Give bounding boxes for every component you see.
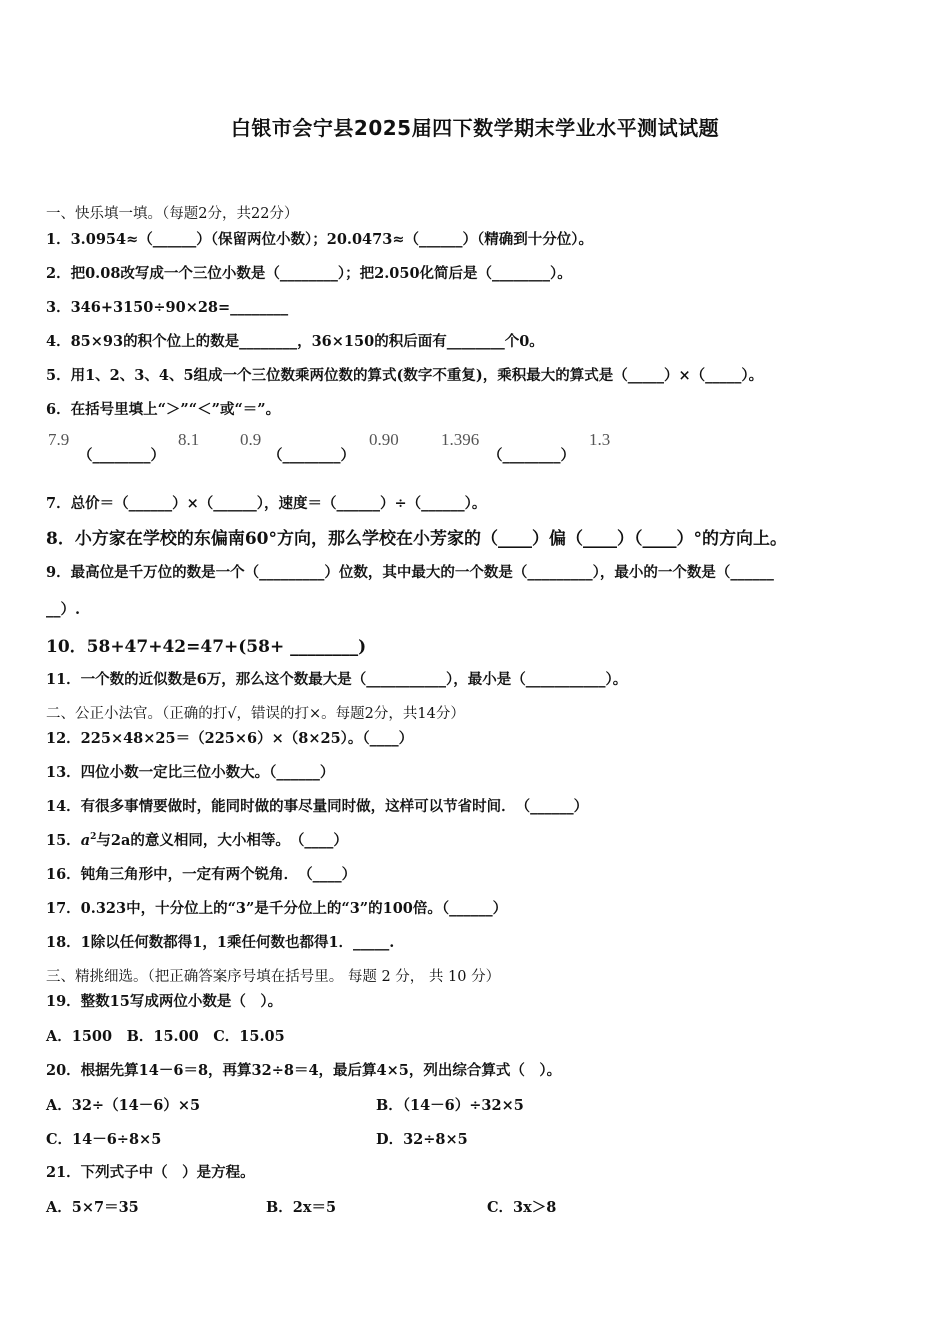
question-15-text: 与2a的意义相同，大小相等。 （____）: [96, 832, 348, 849]
section-heading-3: 三、精挑细选。（把正确答案序号填在括号里。 每题 2 分， 共 10 分）: [46, 969, 501, 985]
question-21-option-a: A．5×7＝35: [46, 1199, 139, 1216]
compare-blank-3[interactable]: （________）: [488, 447, 575, 464]
variable-a: a: [80, 832, 91, 849]
section-heading-2: 二、公正小法官。（正确的打√，错误的打×。每题2分，共14分）: [46, 706, 465, 722]
question-21: 21．下列式子中（ ）是方程。: [46, 1164, 255, 1181]
question-7: 7．总价＝（______）×（______），速度＝（______）÷（______）。: [46, 495, 487, 512]
question-20-option-d: D．32÷8×5: [376, 1131, 468, 1148]
question-9-continued: __）.: [46, 601, 81, 618]
question-13: 13．四位小数一定比三位小数大。（______）: [46, 764, 335, 781]
question-6: 6．在括号里填上“＞”“＜”或“＝”。: [46, 401, 281, 418]
compare-right-3: 1.3: [589, 430, 611, 449]
question-21-option-b: B．2x＝5: [266, 1199, 337, 1216]
compare-left-2: 0.9: [240, 430, 262, 449]
question-20-option-c: C．14－6÷8×5: [46, 1131, 162, 1148]
question-18: 18．1除以任何数都得1，1乘任何数也都得1．_____.: [46, 934, 395, 951]
section-heading-1: 一、快乐填一填。（每题2分，共22分）: [46, 206, 299, 222]
compare-right-1: 8.1: [178, 430, 200, 449]
question-20-option-a: A．32÷（14－6）×5: [46, 1097, 201, 1114]
compare-blank-1[interactable]: （________）: [78, 447, 165, 464]
exponent: 2: [90, 832, 97, 843]
question-1: 1．3.0954≈（______）（保留两位小数）；20.0473≈（______）（精确到十分位）。: [46, 231, 593, 248]
compare-right-2: 0.90: [369, 430, 399, 449]
question-11: 11．一个数的近似数是6万，那么这个数最大是（___________），最小是（___________）。: [46, 671, 628, 688]
question-21-option-c: C．3x＞8: [487, 1199, 557, 1216]
question-2: 2．把0.08改写成一个三位小数是（________）；把2.050化简后是（________）。: [46, 265, 572, 282]
question-15: [46, 829, 348, 850]
page-title: 白银市会宁县2025届四下数学期末学业水平测试试题: [230, 116, 720, 140]
question-16: 16．钝角三角形中，一定有两个锐角． （____）: [46, 866, 357, 883]
question-19-options: A．1500 B．15.00 C．15.05: [46, 1028, 285, 1045]
question-19: 19．整数15写成两位小数是（ ）。: [46, 993, 283, 1010]
compare-blank-2[interactable]: （________）: [268, 447, 355, 464]
question-10: 10．58+47+42=47+(58+ ________): [46, 637, 367, 657]
question-14: 14．有很多事情要做时，能同时做的事尽量同时做，这样可以节省时间． （______）: [46, 798, 589, 815]
question-20-option-b: B．（14－6）÷32×5: [376, 1097, 524, 1114]
compare-left-1: 7.9: [48, 430, 70, 449]
question-17: 17．0.323中，十分位上的“3”是千分位上的“3”的100倍。（______）: [46, 900, 508, 917]
question-20: 20．根据先算14－6＝8，再算32÷8＝4，最后算4×5，列出综合算式（ ）。: [46, 1062, 562, 1079]
question-3: 3．346+3150÷90×28=________: [46, 299, 289, 316]
compare-left-3: 1.396: [441, 430, 480, 449]
question-9: 9．最高位是千万位的数是一个（_________）位数，其中最大的一个数是（_________），最小的一个数是（______: [46, 564, 774, 581]
question-8: 8．小方家在学校的东偏南60°方向，那么学校在小芳家的（____）偏（____）（____）°的方向上。: [46, 529, 787, 549]
question-5: 5．用1、2、3、4、5组成一个三位数乘两位数的算式(数字不重复)，乘积最大的算式是（_____）×（_____）。: [46, 367, 764, 384]
question-12: 12．225×48×25＝（225×6）×（8×25）。（____）: [46, 730, 414, 747]
question-4: 4．85×93的积个位上的数是________，36×150的积后面有________个0。: [46, 333, 544, 350]
question-15-number: 15．: [46, 832, 81, 849]
